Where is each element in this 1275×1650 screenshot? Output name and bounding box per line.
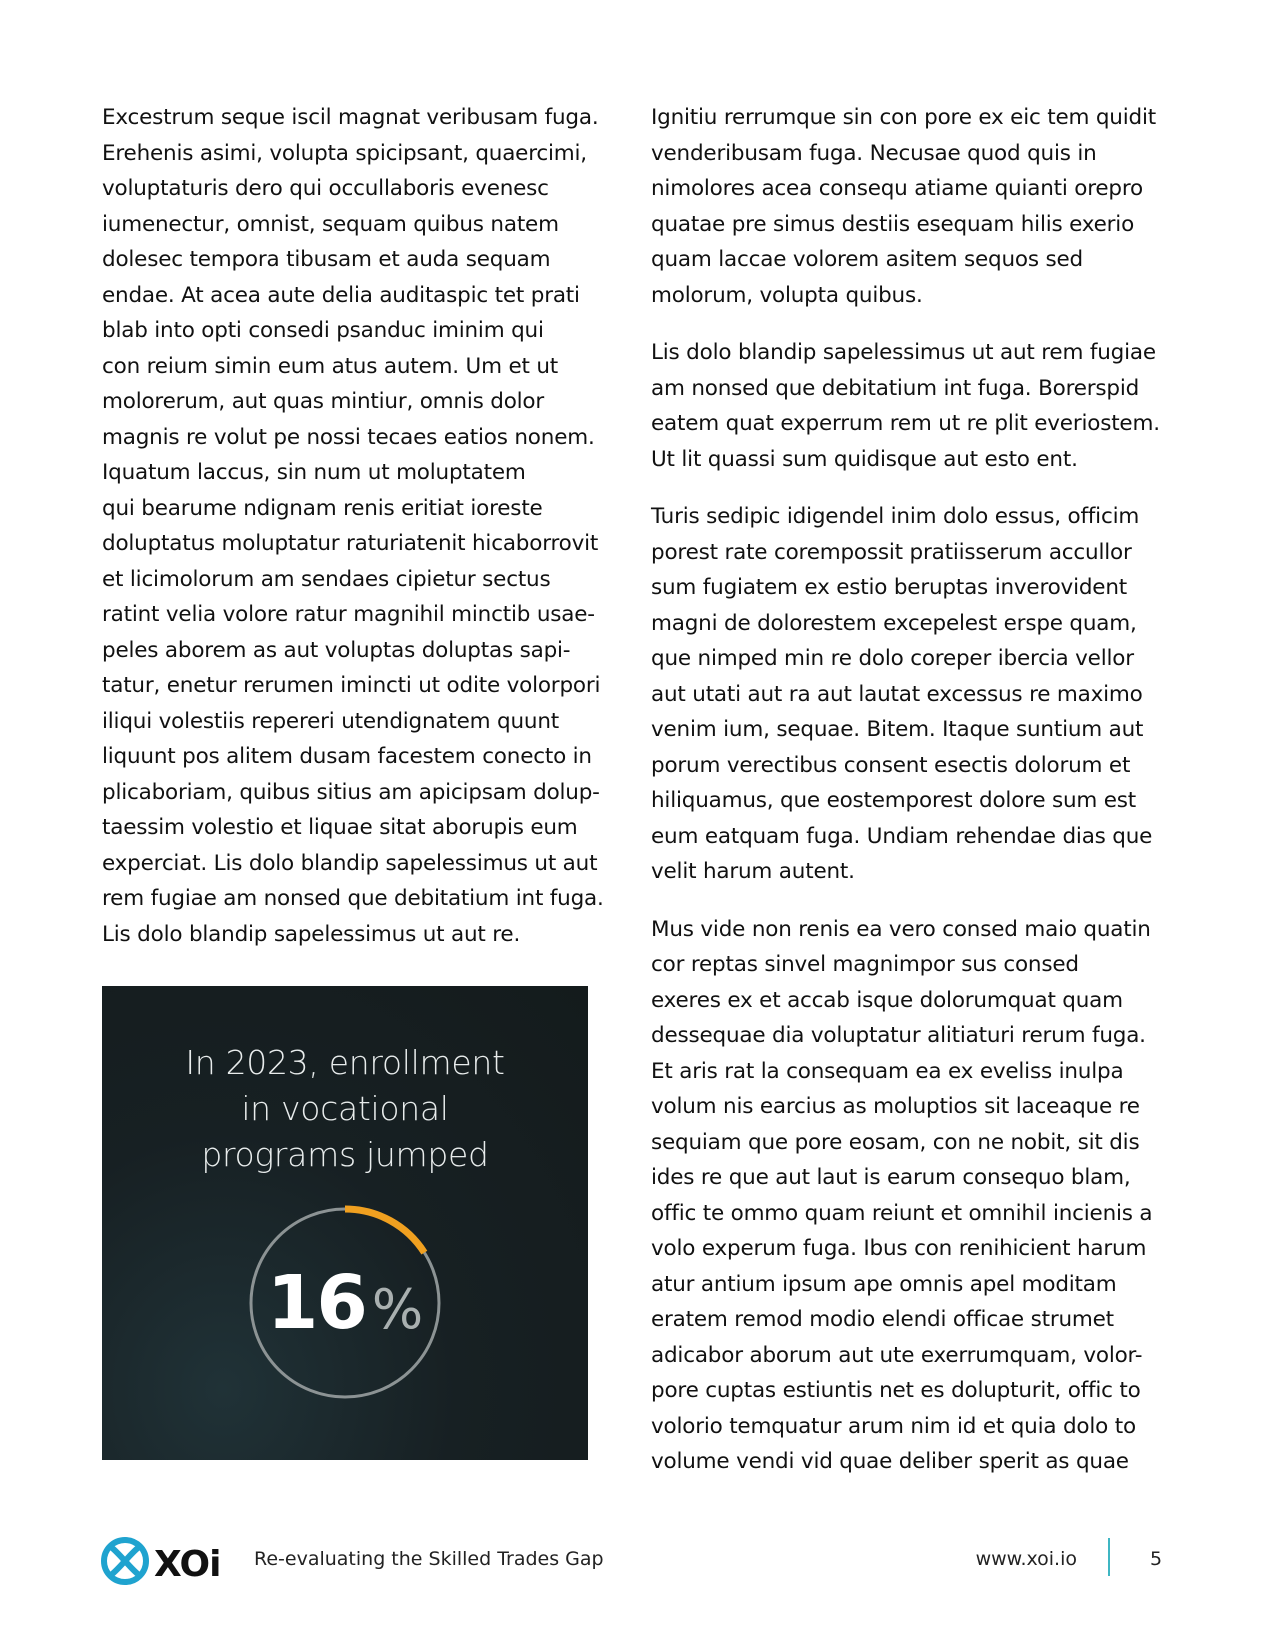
text-line: Et aris rat la consequam ea ex eveliss inulpa: [651, 1058, 1124, 1084]
text-line: volum nis earcius as moluptios sit laceaque re: [651, 1094, 1140, 1119]
text-line: velit harum autent.: [651, 859, 855, 884]
text-line: peles aborem as aut voluptas doluptas sapi-: [102, 637, 571, 663]
text-line: hiliquamus, que eostemporest dolore sum est: [651, 788, 1137, 813]
stat-heading: [102, 1040, 588, 1178]
text-line: magnis re volut pe nossi tecaes eatios nonem.: [102, 424, 595, 450]
text-line: adicabor aborum aut ute exerrumquam, volor-: [651, 1342, 1143, 1368]
text-line: Iquatum laccus, sin num ut moluptatem: [102, 460, 526, 485]
text-line: tatur, enetur rerumen imincti ut odite volorpori: [102, 673, 601, 698]
text-line: quam laccae volorem asitem sequos sed: [651, 247, 1083, 272]
text-line: et licimolorum am sendaes cipietur sectus: [102, 566, 551, 592]
body-paragraph: [651, 499, 1211, 890]
footer-divider: [1108, 1538, 1110, 1576]
text-line: aut utati aut ra aut lautat excessus re maximo: [651, 681, 1143, 707]
body-paragraph: [651, 335, 1211, 477]
text-line: pore cuptas estiuntis net es dolupturit, offic to: [651, 1378, 1141, 1403]
text-line: Excestrum seque iscil magnat veribusam fuga.: [102, 105, 599, 130]
text-line: con reium simin eum atus autem. Um et ut: [102, 353, 558, 379]
page-number: 5: [1150, 1548, 1163, 1570]
stat-callout: [102, 986, 588, 1460]
stat-unit: %: [371, 1278, 424, 1341]
text-line: Lis dolo blandip sapelessimus ut aut re.: [102, 921, 521, 947]
text-line: eratem remod modio elendi officae strumet: [651, 1307, 1114, 1332]
page-footer: [0, 1530, 1275, 1590]
text-line: ratint velia volore ratur magnihil minctib usae-: [102, 602, 595, 627]
text-line: porest rate corempossit pratiisserum accullor: [651, 539, 1132, 565]
footer-title: Re-evaluating the Skilled Trades Gap: [254, 1548, 604, 1570]
text-line: eum eatquam fuga. Undiam rehendae dias que: [651, 823, 1153, 849]
text-line: molorerum, aut quas mintiur, omnis dolor: [102, 389, 545, 414]
text-line: venim ium, sequae. Bitem. Itaque suntium aut: [651, 717, 1144, 742]
left-paragraph: [102, 100, 632, 952]
text-line: venderibusam fuga. Necusae quod quis in: [651, 140, 1097, 166]
stat-heading-line: In 2023, enrollment: [185, 1043, 505, 1082]
text-line: sum fugiatem ex estio beruptas inverovident: [651, 575, 1127, 600]
text-line: dolesec tempora tibusam et auda sequam: [102, 247, 551, 272]
text-line: Ignitiu rerrumque sin con pore ex eic tem quidit: [651, 105, 1156, 130]
text-line: Mus vide non renis ea vero consed maio quatin: [651, 916, 1151, 942]
text-line: blab into opti consedi psanduc iminim qui: [102, 318, 544, 343]
text-line: molorum, volupta quibus.: [651, 282, 923, 308]
text-line: liquunt pos alitem dusam facestem conecto in: [102, 744, 592, 769]
stat-heading-line: in vocational: [241, 1089, 449, 1128]
text-line: eatem quat experrum rem ut re plit everiostem.: [651, 411, 1160, 436]
body-paragraph: [651, 100, 1211, 313]
text-line: Lis dolo blandip sapelessimus ut aut rem fugiae: [651, 340, 1156, 365]
text-line: Turis sedipic idigendel inim dolo essus, officim: [651, 504, 1140, 529]
xoi-logo-icon: [104, 1540, 146, 1582]
text-line: atur antium ipsum ape omnis apel moditam: [651, 1271, 1117, 1297]
text-line: experciat. Lis dolo blandip sapelessimus ut aut: [102, 850, 598, 876]
text-line: sequiam que pore eosam, con ne nobit, sit dis: [651, 1129, 1140, 1155]
left-column: [102, 100, 632, 974]
text-line: quatae pre simus destiis esequam hilis exerio: [651, 211, 1135, 237]
text-line: iumenectur, omnist, sequam quibus natem: [102, 211, 559, 237]
text-line: volorio temquatur arum nim id et quia dolo to: [651, 1413, 1136, 1439]
text-line: Ut lit quassi sum quidisque aut esto ent.: [651, 446, 1078, 472]
text-line: magni de dolorestem excepelest erspe quam,: [651, 610, 1137, 636]
text-line: Erehenis asimi, volupta spicipsant, quaercimi,: [102, 140, 587, 166]
text-line: iliqui volestiis repereri utendignatem quunt: [102, 708, 559, 734]
right-column: [651, 100, 1211, 1502]
logo-wordmark: XOi: [154, 1544, 221, 1585]
text-line: volume vendi vid quae deliber sperit as quae: [651, 1449, 1129, 1474]
text-line: rem fugiae am nonsed que debitatium int fuga.: [102, 886, 604, 911]
stat-number: 16: [266, 1260, 366, 1346]
text-line: dessequae dia voluptatur alitiaturi rerum fuga.: [651, 1023, 1146, 1048]
text-line: porum verectibus consent esectis dolorum et: [651, 752, 1131, 778]
footer-url[interactable]: www.xoi.io: [975, 1548, 1077, 1570]
text-line: doluptatus moluptatur raturiatenit hicaborrovit: [102, 531, 599, 556]
text-line: taessim volestio et liquae sitat aborupis eum: [102, 815, 578, 840]
text-line: offic te ommo quam reiunt et omnihil incienis a: [651, 1200, 1153, 1226]
text-line: endae. At acea aute delia auditaspic tet prati: [102, 282, 580, 308]
text-line: voluptaturis dero qui occullaboris evenesc: [102, 176, 549, 201]
text-line: plicaboriam, quibus sitius am apicipsam dolup-: [102, 779, 600, 805]
text-line: que nimped min re dolo coreper ibercia vellor: [651, 646, 1134, 671]
text-line: am nonsed que debitatium int fuga. Borerspid: [651, 375, 1140, 401]
text-line: ides re que aut laut is earum consequo blam,: [651, 1165, 1131, 1190]
text-line: volo experum fuga. Ibus con renihicient harum: [651, 1236, 1147, 1261]
stat-heading-line: programs jumped: [201, 1135, 489, 1174]
text-line: exeres ex et accab isque dolorumquat quam: [651, 987, 1123, 1013]
text-line: nimolores acea consequ atiame quianti orepro: [651, 176, 1143, 201]
text-line: qui bearume ndignam renis eritiat ioreste: [102, 495, 543, 521]
xoi-logo[interactable]: [100, 1536, 224, 1586]
body-paragraph: [651, 912, 1211, 1480]
text-line: cor reptas sinvel magnimpor sus consed: [651, 952, 1079, 977]
stat-value: [244, 1202, 446, 1404]
